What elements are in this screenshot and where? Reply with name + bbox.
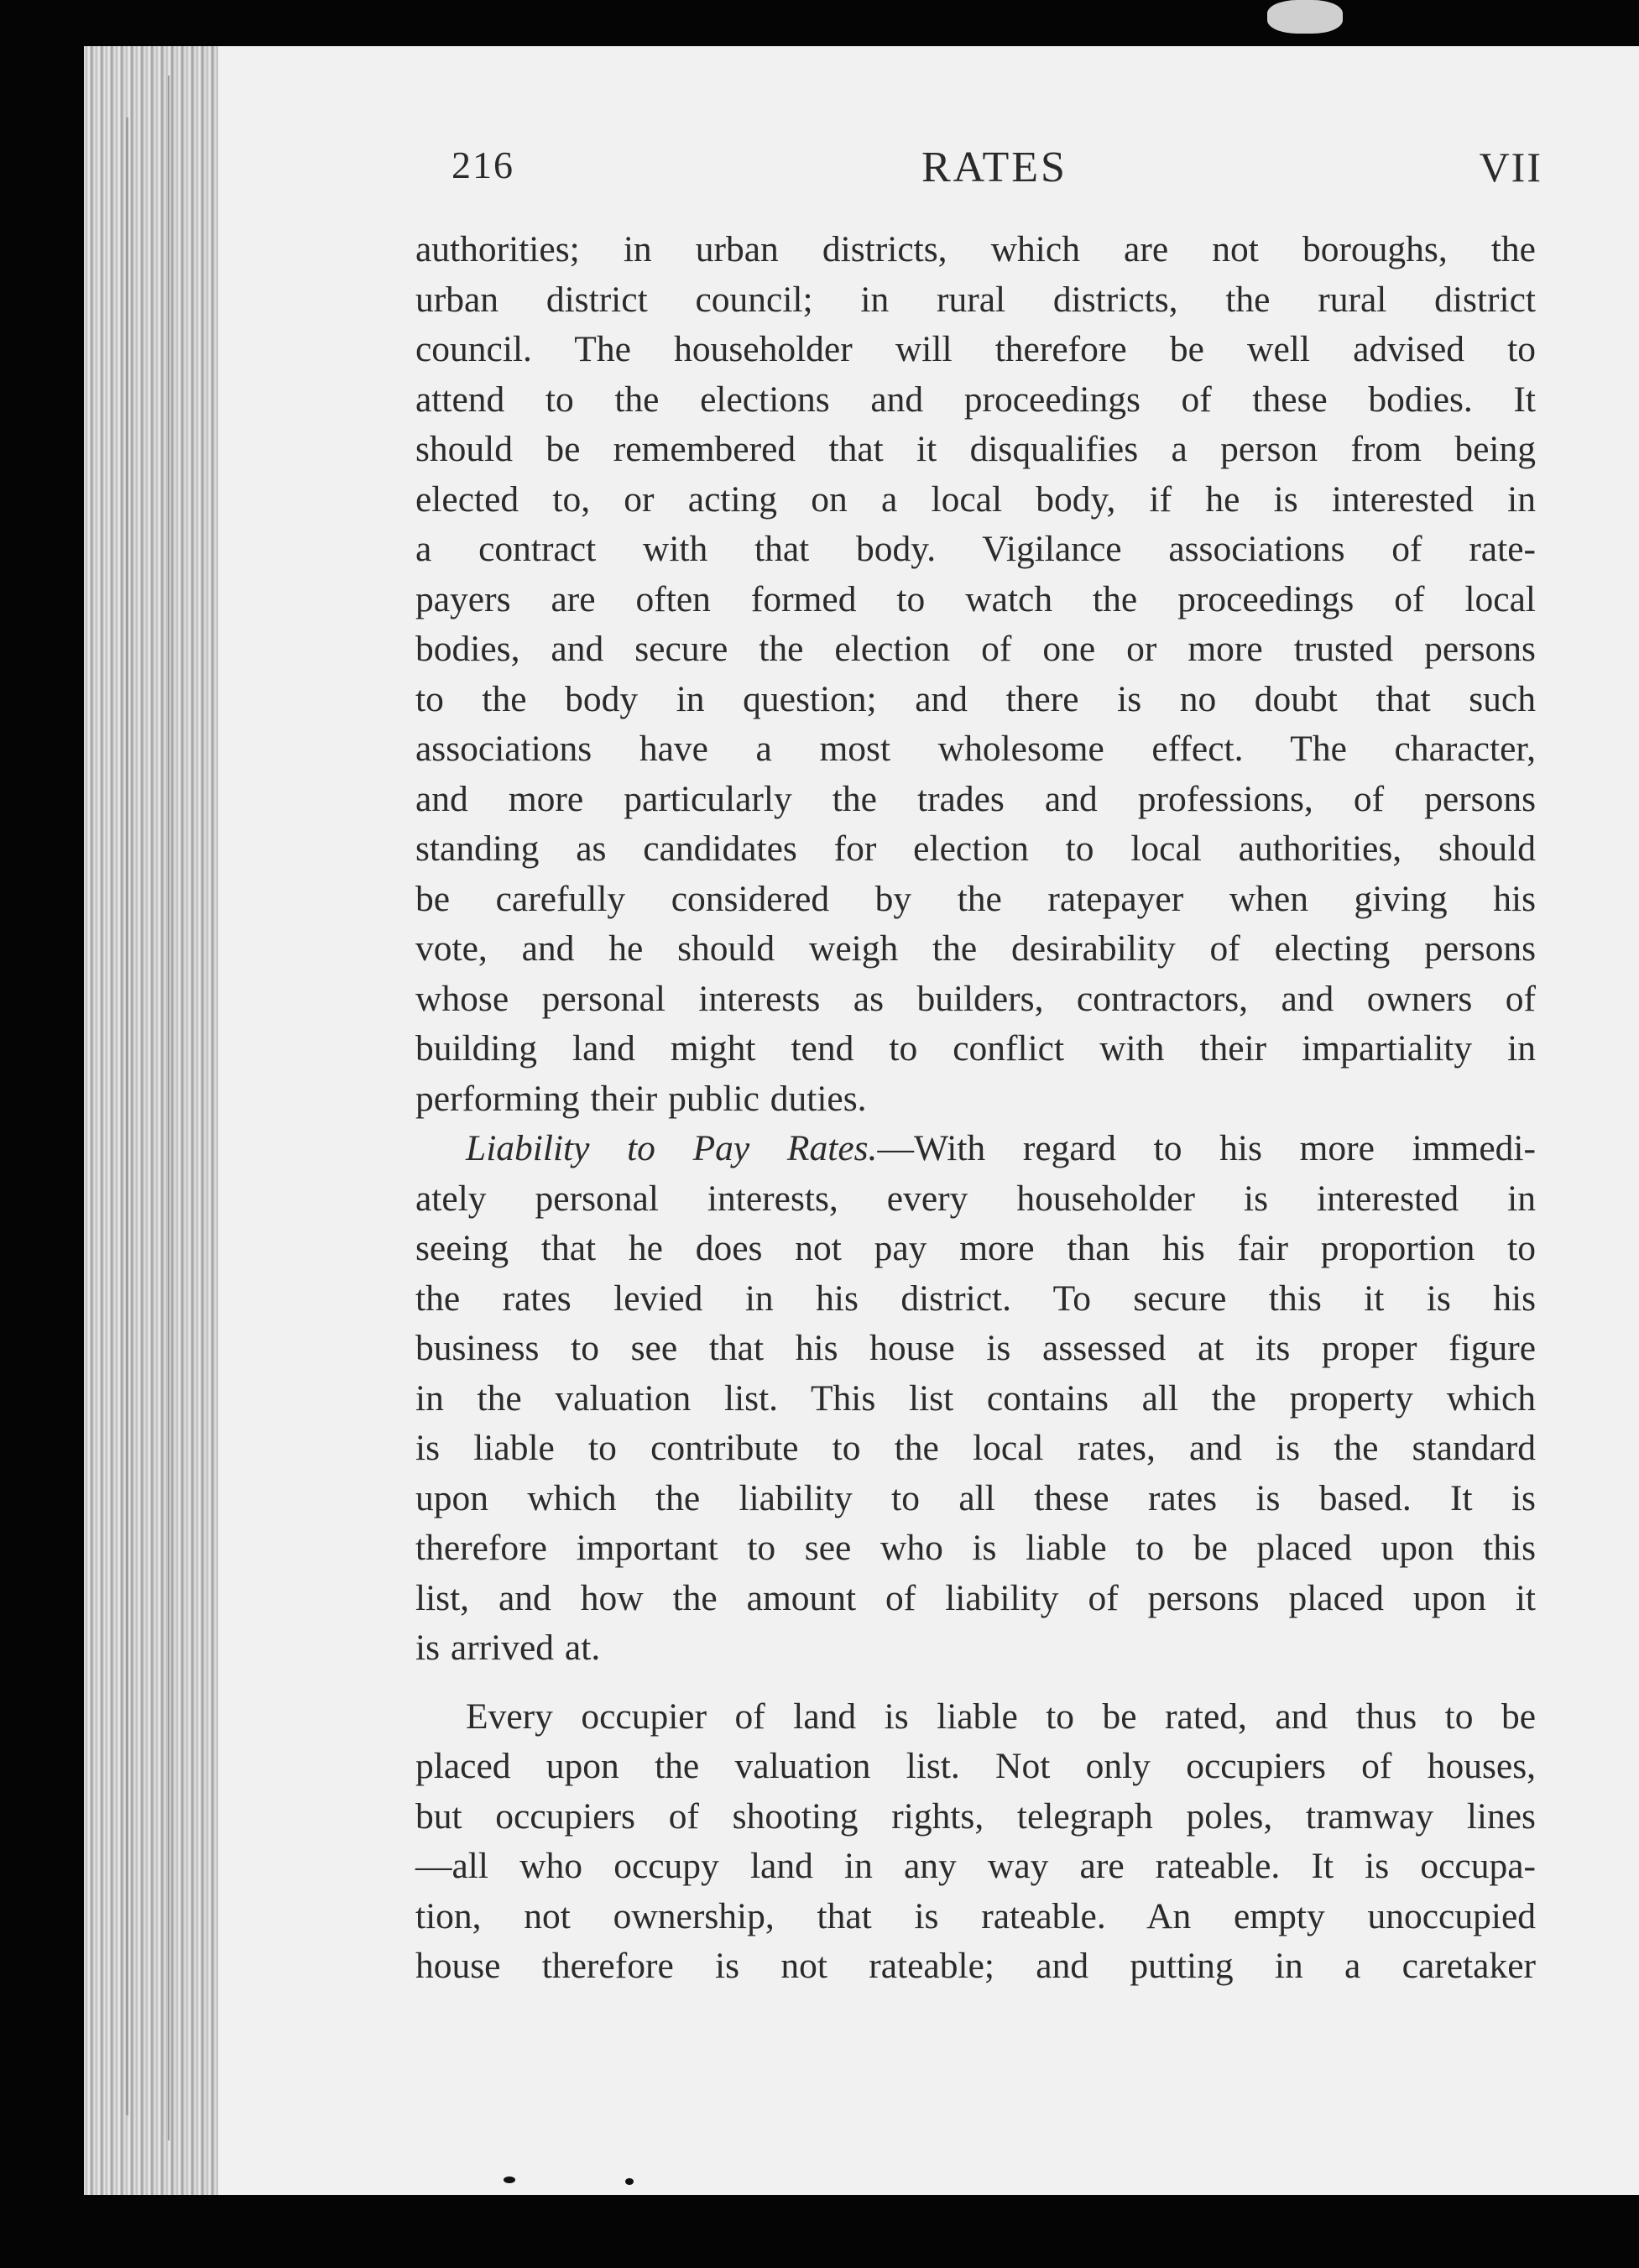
running-header bbox=[452, 143, 1542, 201]
text-line bbox=[415, 1124, 1536, 1174]
page-body bbox=[415, 225, 1536, 1992]
side-heading: Liability to Pay Rates. bbox=[466, 1128, 878, 1168]
text-line: but occupiers of shooting rights, telegraph poles, tramway lines bbox=[415, 1795, 1536, 1837]
scan-speck bbox=[625, 2178, 634, 2185]
scan-speck bbox=[1267, 0, 1343, 34]
text-line: urban district council; in rural districts, the rural district bbox=[415, 279, 1536, 320]
paragraph bbox=[415, 225, 1536, 1124]
text-line: in the valuation list. This list contains all the property which bbox=[415, 1377, 1536, 1419]
text-line: and more particularly the trades and professions, of persons bbox=[415, 778, 1536, 819]
text-line: business to see that his house is assessed at its proper figure bbox=[415, 1328, 1536, 1368]
text-line: house therefore is not rateable; and putting in a caretaker bbox=[415, 1946, 1536, 1986]
text-line: be carefully considered by the ratepayer when giving his bbox=[415, 878, 1536, 919]
running-title: RATES bbox=[921, 144, 1067, 191]
text-line: standing as candidates for election to local authorities, should bbox=[415, 828, 1536, 869]
text-line: associations have a most wholesome effect. The character, bbox=[415, 729, 1536, 769]
text-line: a contract with that body. Vigilance associations of rate- bbox=[415, 529, 1536, 569]
paragraph-gap bbox=[415, 1674, 1536, 1692]
text-line: —all who occupy land in any way are rateable. It is occupa- bbox=[415, 1846, 1536, 1886]
paragraph bbox=[415, 1692, 1536, 1992]
text-line: seeing that he does not pay more than his fair proportion to bbox=[415, 1228, 1536, 1268]
text-line: elected to, or acting on a local body, if he is interested in bbox=[415, 478, 1536, 520]
text-line: list, and how the amount of liability of persons placed upon it bbox=[415, 1577, 1536, 1618]
text-line: the rates levied in his district. To secure this it is his bbox=[415, 1278, 1536, 1319]
paragraph bbox=[415, 1124, 1536, 1674]
text-line: performing their public duties. bbox=[415, 1078, 867, 1119]
text-line: Every occupier of land is liable to be rated, and thus to be bbox=[466, 1696, 1536, 1737]
text-line: payers are often formed to watch the proceedings of local bbox=[415, 578, 1536, 619]
page-number: 216 bbox=[452, 144, 514, 186]
text-line: building land might tend to conflict with their impartiality in bbox=[415, 1028, 1536, 1069]
text-line: council. The householder will therefore be well advised to bbox=[415, 329, 1536, 369]
chapter-number: VII bbox=[1479, 144, 1542, 191]
text-line: authorities; in urban districts, which are not boroughs, the bbox=[415, 229, 1536, 269]
text-run: —With regard to his more immedi- bbox=[877, 1128, 1536, 1168]
text-line: therefore important to see who is liable to be placed upon this bbox=[415, 1528, 1536, 1568]
text-line: ately personal interests, every householder is interested in bbox=[415, 1178, 1536, 1219]
text-line: should be remembered that it disqualifies a person from being bbox=[415, 429, 1536, 469]
text-line: is arrived at. bbox=[415, 1628, 601, 1668]
text-line: placed upon the valuation list. Not only occupiers of houses, bbox=[415, 1746, 1536, 1786]
text-line: attend to the elections and proceedings of these bodies. It bbox=[415, 379, 1536, 420]
text-line: tion, not ownership, that is rateable. An empty unoccupied bbox=[415, 1895, 1536, 1936]
scan-speck bbox=[504, 2177, 515, 2183]
text-line: whose personal interests as builders, contractors, and owners of bbox=[415, 978, 1536, 1019]
text-line: vote, and he should weigh the desirability of electing persons bbox=[415, 928, 1536, 969]
text-line: upon which the liability to all these rates is based. It is bbox=[415, 1477, 1536, 1518]
page-edge-line bbox=[126, 118, 128, 2115]
text-line: bodies, and secure the election of one or more trusted persons bbox=[415, 629, 1536, 669]
text-line: to the body in question; and there is no doubt that such bbox=[415, 678, 1536, 719]
text-line: is liable to contribute to the local rates, and is the standard bbox=[415, 1428, 1536, 1468]
page-edge-line bbox=[168, 76, 170, 2140]
